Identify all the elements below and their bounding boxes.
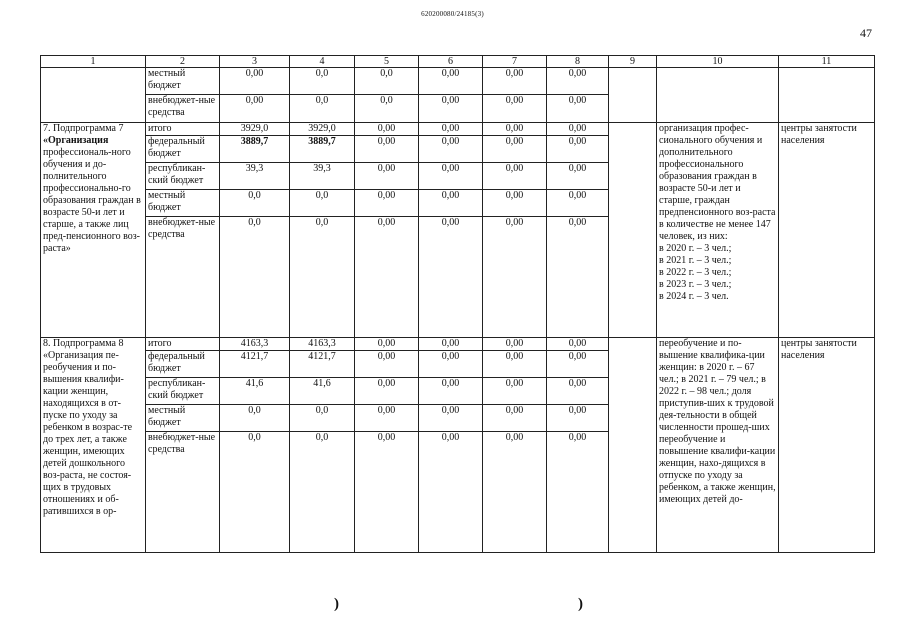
header-cell: 2: [146, 56, 220, 68]
funding-source: итого: [146, 123, 220, 136]
funding-source: местный бюджет: [146, 405, 220, 432]
value-cell: 0,00: [483, 95, 547, 123]
value-cell: 0,0: [355, 68, 419, 95]
value-cell: 0,00: [419, 136, 483, 163]
value-cell: 0,00: [547, 95, 609, 123]
value-cell: 3889,7: [220, 136, 290, 163]
funding-source: федеральный бюджет: [146, 136, 220, 163]
value-cell: 0,0: [290, 68, 355, 95]
value-cell: 0,0: [290, 405, 355, 432]
program-name-cell: [41, 68, 146, 123]
value-cell: 0,00: [419, 432, 483, 553]
value-cell: 0,00: [547, 338, 609, 351]
empty-cell: [609, 68, 657, 123]
value-cell: 0,0: [355, 95, 419, 123]
funding-source: внебюджет-ные средства: [146, 432, 220, 553]
value-cell: 0,00: [547, 68, 609, 95]
value-cell: 0,00: [419, 163, 483, 190]
value-cell: 0,0: [220, 190, 290, 217]
value-cell: 0,00: [547, 163, 609, 190]
table-row: [41, 68, 875, 95]
header-row: [41, 56, 875, 68]
funding-source: внебюджет-ные средства: [146, 217, 220, 338]
value-cell: 0,00: [483, 405, 547, 432]
value-cell: 0,00: [419, 95, 483, 123]
value-cell: 39,3: [290, 163, 355, 190]
table-row: [41, 338, 875, 351]
value-cell: 0,0: [290, 432, 355, 553]
value-cell: 0,0: [220, 217, 290, 338]
value-cell: 0,00: [483, 338, 547, 351]
value-cell: 0,00: [547, 217, 609, 338]
value-cell: 0,00: [355, 217, 419, 338]
value-cell: 3929,0: [220, 123, 290, 136]
result-cell: [657, 68, 779, 123]
value-cell: 39,3: [220, 163, 290, 190]
program-7-name-emphasis: «Организация: [43, 135, 109, 146]
program-7-result: организация профес-сионального обучения и дополнительного профессионального образования граждан в возрасте 50-и лет и старше, граждан предпенсионного воз-раста в количестве не менее 147 человек, из них: в 2020 г. – 3 чел.; в 2021 г. – 3 чел.; в 2022 г. – 3 чел.; в 2023 г. – 3 чел.; в 2024 г. – 3 чел.: [657, 123, 779, 338]
header-cell: 9: [609, 56, 657, 68]
empty-cell: [609, 123, 657, 338]
value-cell: 0,0: [290, 217, 355, 338]
value-cell: 0,00: [419, 378, 483, 405]
value-cell: 0,0: [290, 95, 355, 123]
program-8-name: 8. Подпрограмма 8 «Организация пе-реобучения и по-вышения квалифи-кации женщин, находящихся в от-пуске по уходу за ребенком в возрас-те до трех лет, а также женщин, имеющих детей дошкольного воз-раста, не состоя-щих в трудовых отношениях и об-ратившихся в ор-: [41, 338, 146, 553]
value-cell: 4163,3: [290, 338, 355, 351]
header-cell: 3: [220, 56, 290, 68]
value-cell: 0,00: [419, 405, 483, 432]
header-cell: 4: [290, 56, 355, 68]
funding-source: республикан-ский бюджет: [146, 163, 220, 190]
header-cell: 7: [483, 56, 547, 68]
value-cell: 0,00: [355, 163, 419, 190]
value-cell: 0,00: [483, 351, 547, 378]
header-cell: 8: [547, 56, 609, 68]
value-cell: 0,00: [355, 136, 419, 163]
value-cell: 0,0: [220, 405, 290, 432]
header-cell: 11: [779, 56, 875, 68]
header-cell: 1: [41, 56, 146, 68]
program-table: [40, 55, 875, 553]
value-cell: 0,00: [547, 378, 609, 405]
funding-source: итого: [146, 338, 220, 351]
value-cell: 0,0: [290, 190, 355, 217]
value-cell: 0,00: [483, 123, 547, 136]
value-cell: 0,00: [483, 378, 547, 405]
funding-source: местный бюджет: [146, 190, 220, 217]
header-cell: 10: [657, 56, 779, 68]
value-cell: 0,00: [547, 351, 609, 378]
value-cell: 0,00: [483, 217, 547, 338]
value-cell: 0,00: [355, 123, 419, 136]
value-cell: 0,00: [220, 95, 290, 123]
page-number: 47: [860, 26, 872, 40]
funding-source: республикан-ский бюджет: [146, 378, 220, 405]
footer-mark: ): [578, 596, 583, 612]
value-cell: 0,00: [483, 190, 547, 217]
value-cell: 0,00: [419, 68, 483, 95]
value-cell: 4121,7: [220, 351, 290, 378]
value-cell: 0,00: [355, 432, 419, 553]
value-cell: 0,00: [483, 136, 547, 163]
value-cell: 0,00: [547, 136, 609, 163]
value-cell: 0,00: [483, 163, 547, 190]
value-cell: 0,0: [220, 432, 290, 553]
value-cell: 0,00: [355, 378, 419, 405]
value-cell: 4163,3: [220, 338, 290, 351]
value-cell: 0,00: [547, 123, 609, 136]
document-id: 620200080/24185(3): [421, 10, 484, 18]
value-cell: 0,00: [220, 68, 290, 95]
empty-cell: [609, 338, 657, 553]
value-cell: 0,00: [419, 217, 483, 338]
value-cell: 0,00: [483, 432, 547, 553]
table-row: [41, 123, 875, 136]
funding-source: федеральный бюджет: [146, 351, 220, 378]
value-cell: 0,00: [419, 123, 483, 136]
value-cell: 0,00: [547, 405, 609, 432]
executor-cell: [779, 68, 875, 123]
value-cell: 0,00: [419, 351, 483, 378]
value-cell: 0,00: [419, 338, 483, 351]
value-cell: 0,00: [355, 405, 419, 432]
value-cell: 0,00: [547, 190, 609, 217]
program-7-executor: центры занятости населения: [779, 123, 875, 338]
value-cell: 41,6: [220, 378, 290, 405]
value-cell: 0,00: [355, 190, 419, 217]
value-cell: 4121,7: [290, 351, 355, 378]
value-cell: 3889,7: [290, 136, 355, 163]
program-7-name: 7. Подпрограмма 7 «Организация профессиональ-ного обучения и до-полнительного профессионально-го образования граждан в возрасте 50-и лет и старше, а также лиц пред-пенсионного воз-раста»: [41, 123, 146, 338]
value-cell: 0,00: [355, 338, 419, 351]
footer-mark: ): [334, 596, 339, 612]
funding-source: местный бюджет: [146, 68, 220, 95]
value-cell: 0,00: [483, 68, 547, 95]
value-cell: 0,00: [547, 432, 609, 553]
program-8-executor: центры занятости населения: [779, 338, 875, 553]
header-cell: 6: [419, 56, 483, 68]
funding-source: внебюджет-ные средства: [146, 95, 220, 123]
program-8-result: переобучение и по-вышение квалифика-ции женщин: в 2020 г. – 67 чел.; в 2021 г. – 79 чел.; в 2022 г. – 98 чел.; доля приступив-ших к трудовой дея-тельности в общей численности прошед-ших переобучение и повышение квалифи-кации женщин, нахо-дящихся в отпуске по уходу за ребенком, а также женщин, имеющих детей до-: [657, 338, 779, 553]
value-cell: 3929,0: [290, 123, 355, 136]
header-cell: 5: [355, 56, 419, 68]
value-cell: 41,6: [290, 378, 355, 405]
value-cell: 0,00: [355, 351, 419, 378]
value-cell: 0,00: [419, 190, 483, 217]
